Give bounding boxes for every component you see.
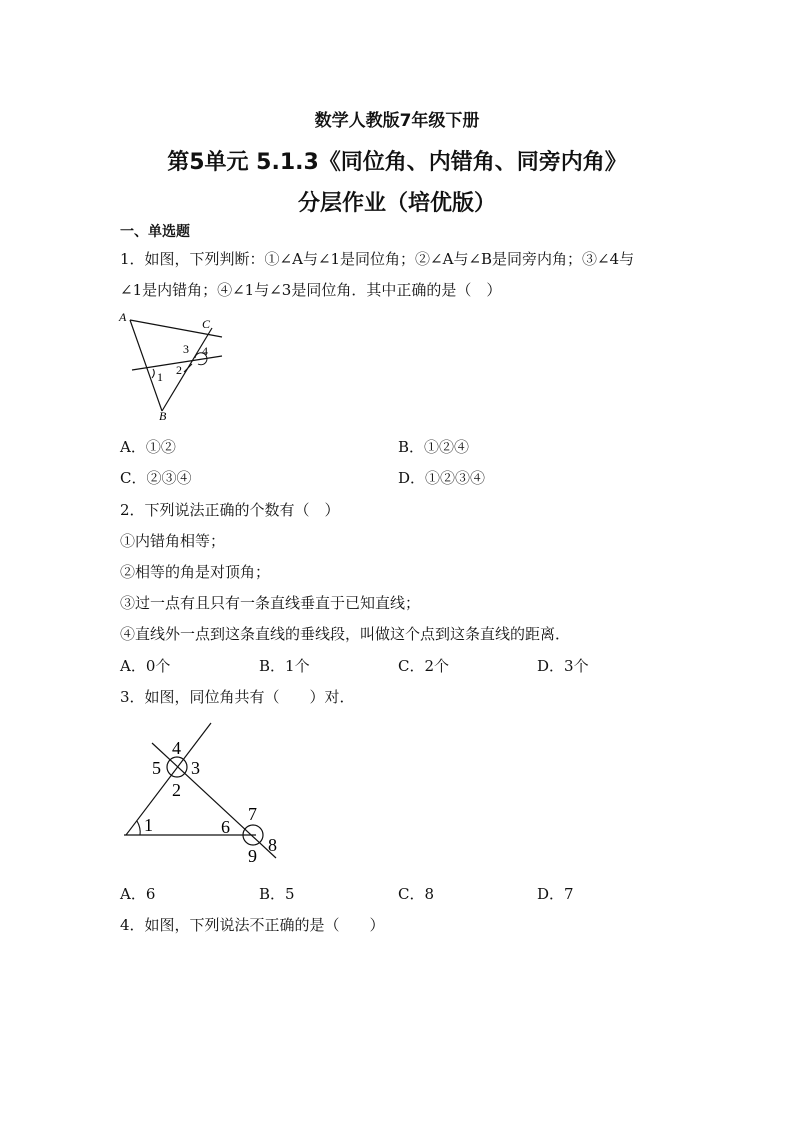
q1-label-A: A bbox=[119, 310, 127, 324]
q1-angle-arc-1 bbox=[152, 369, 154, 378]
q2-item-3: ③过一点有且只有一条直线垂直于已知直线； bbox=[120, 594, 421, 612]
q3-label-5: 5 bbox=[152, 758, 161, 778]
q2-item-4: ④直线外一点到这条直线的垂线段，叫做这个点到这条直线的距离． bbox=[120, 625, 571, 643]
q1-stem-line-1: 1．如图，下列判断：①∠A与∠1是同位角；②∠A与∠B是同旁内角；③∠4与 bbox=[120, 250, 635, 268]
document-subtitle: 第5单元 5.1.3《同位角、内错角、同旁内角》 bbox=[167, 150, 627, 175]
q1-label-4: 4 bbox=[202, 344, 208, 358]
q3-label-9: 9 bbox=[248, 846, 257, 866]
q3-label-1: 1 bbox=[144, 815, 153, 835]
q1-angle-arc-2 bbox=[184, 364, 192, 372]
q3-option-c[interactable]: C．8 bbox=[398, 885, 435, 903]
q3-label-3: 3 bbox=[191, 758, 200, 778]
q3-label-7: 7 bbox=[248, 804, 257, 824]
q3-label-6: 6 bbox=[221, 817, 230, 837]
document-subtitle-2: 分层作业（培优版） bbox=[297, 191, 496, 216]
q3-angle-arc-1 bbox=[137, 821, 140, 835]
q2-item-1: ①内错角相等； bbox=[120, 532, 226, 550]
q1-option-a[interactable]: A．①② bbox=[120, 438, 176, 456]
q3-label-8: 8 bbox=[268, 835, 277, 855]
q3-line-left bbox=[126, 723, 211, 835]
q3-line-right bbox=[152, 743, 276, 858]
q1-figure bbox=[116, 308, 228, 424]
q1-option-b[interactable]: B．①②④ bbox=[398, 438, 470, 456]
q3-label-4: 4 bbox=[172, 738, 181, 758]
q3-option-b[interactable]: B．5 bbox=[259, 885, 295, 903]
q1-label-C: C bbox=[202, 317, 211, 331]
q3-option-a[interactable]: A．6 bbox=[120, 885, 156, 903]
q1-label-2: 2 bbox=[176, 363, 182, 377]
q2-option-a[interactable]: A．0个 bbox=[120, 657, 171, 675]
q2-option-d[interactable]: D．3个 bbox=[537, 657, 589, 675]
q1-stem-line-2: ∠1是内错角；④∠1与∠3是同位角．其中正确的是（ ） bbox=[120, 281, 502, 299]
q2-option-b[interactable]: B．1个 bbox=[259, 657, 310, 675]
q1-label-B: B bbox=[159, 409, 167, 423]
document-title: 数学人教版7年级下册 bbox=[314, 111, 480, 131]
q3-figure bbox=[116, 718, 296, 868]
q2-item-2: ②相等的角是对顶角； bbox=[120, 563, 271, 581]
q3-label-2: 2 bbox=[172, 780, 181, 800]
q1-label-3: 3 bbox=[183, 342, 189, 356]
q4-stem: 4．如图，下列说法不正确的是（ ） bbox=[120, 916, 385, 934]
q2-option-c[interactable]: C．2个 bbox=[398, 657, 450, 675]
section-heading: 一、单选题 bbox=[120, 224, 190, 240]
q1-option-d[interactable]: D．①②③④ bbox=[398, 469, 486, 487]
q3-stem: 3．如图，同位角共有（ ）对． bbox=[120, 688, 355, 706]
q1-option-c[interactable]: C．②③④ bbox=[120, 469, 192, 487]
q1-label-1: 1 bbox=[157, 370, 163, 384]
q3-option-d[interactable]: D．7 bbox=[537, 885, 574, 903]
q2-stem: 2．下列说法正确的个数有（ ） bbox=[120, 501, 340, 519]
